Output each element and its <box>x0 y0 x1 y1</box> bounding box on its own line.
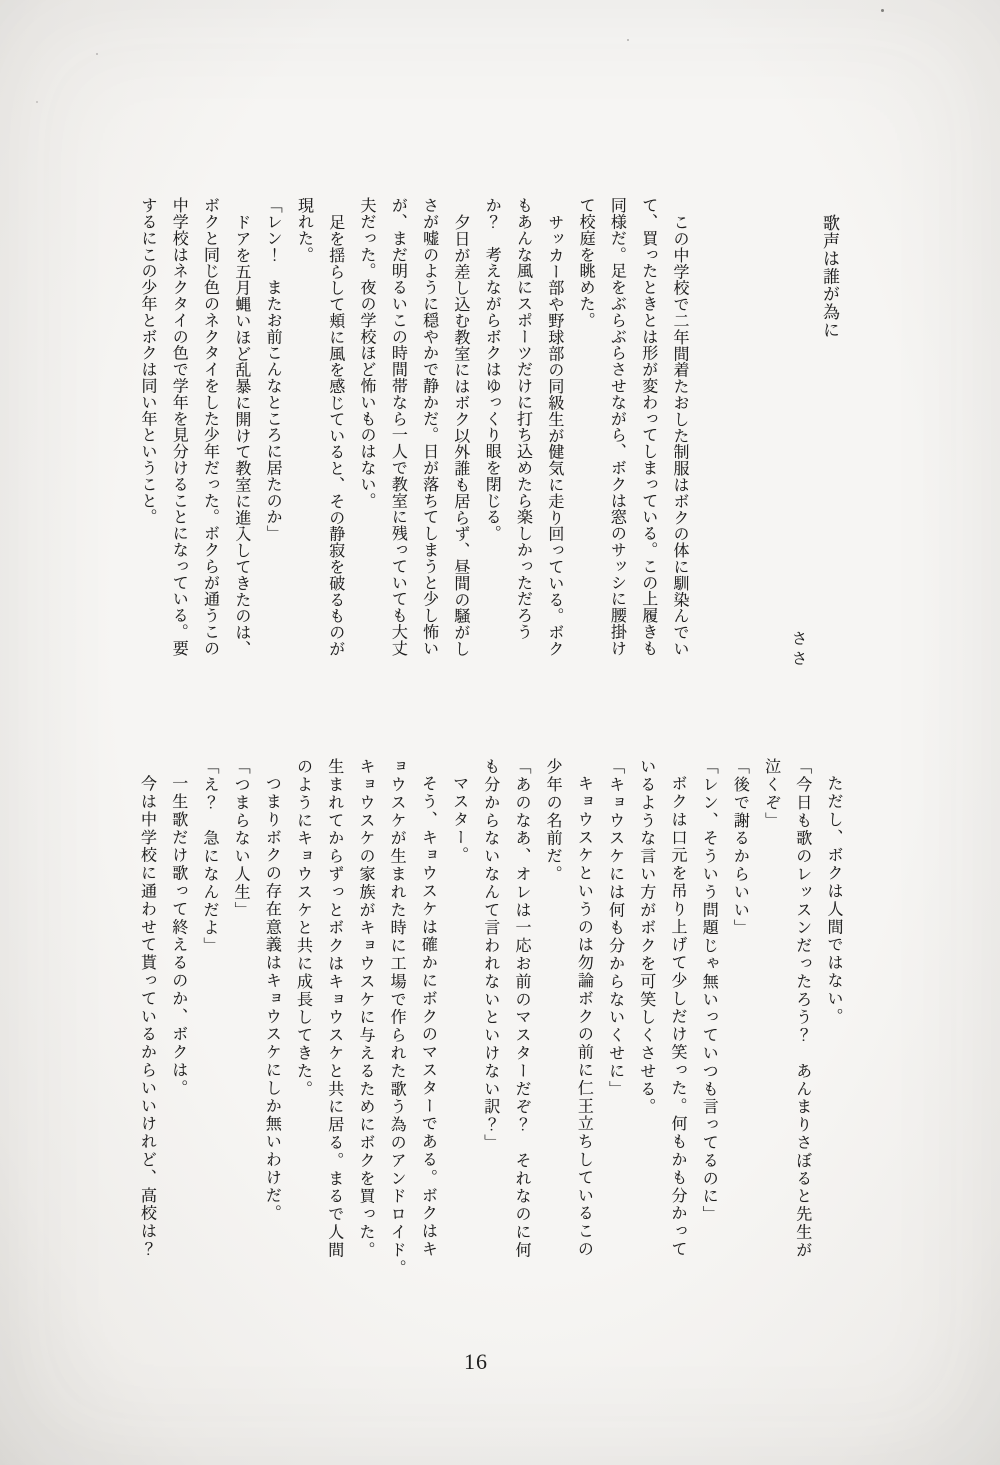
text-line: 夕日が差し込む教室にはボク以外誰も居らず、昼間の騒がし <box>451 213 469 657</box>
text-line: 少年の名前だ。 <box>544 758 562 884</box>
text-line: て校庭を眺めた。 <box>577 197 595 329</box>
text-line: 足を揺らして頬に風を感じていると、その静寂を破るものが <box>326 213 344 657</box>
text-line: するにこの少年とボクは同い年ということ。 <box>138 197 156 525</box>
text-line: サッカー部や野球部の同級生が健気に走り回っている。ボク <box>545 213 563 657</box>
text-line: さが嘘のように穏やかで静かだ。日が落ちてしまうと少し怖い <box>420 197 438 657</box>
scan-speck <box>36 101 38 103</box>
author-name: ささ <box>789 630 806 670</box>
text-line: ドアを五月蝿いほど乱暴に開けて教室に進入してきたのは、 <box>232 213 250 657</box>
text-line: 一生歌だけ歌って終えるのか、ボクは。 <box>169 774 187 1097</box>
text-line: 夫だった。夜の学校ほど怖いものはない。 <box>358 197 376 509</box>
text-line: も分からないなんて言われないといけない訳？」 <box>481 758 499 1152</box>
text-line: いるような言い方がボクを可笑しくさせる。 <box>637 758 655 1116</box>
story-title: 歌声は誰が為に <box>820 214 839 339</box>
text-line: もあんな風にスポーツだけに打ち込めたら楽しかっただろう <box>514 197 532 640</box>
text-line: キョウスケの家族がキョウスケに与えるためにボクを買った。 <box>356 758 374 1260</box>
band1-prose <box>132 197 695 659</box>
text-line: 「キョウスケには何も分からないくせに」 <box>606 758 624 1099</box>
text-line: ボクと同じ色のネクタイをした少年だった。ボクらが通うこの <box>201 197 219 657</box>
scan-speck <box>627 39 629 41</box>
text-line: 同様だ。足をぶらぶらさせながら、ボクは窓のサッシに腰掛け <box>608 197 626 657</box>
text-line: て、買ったときとは形が変わってしまっている。この上履きも <box>639 197 657 657</box>
scan-speck <box>96 53 98 55</box>
text-line: この中学校で二年間着たおした制服はボクの体に馴染んでい <box>671 213 688 657</box>
text-line: のようにキョウスケと共に成長してきた。 <box>294 758 312 1099</box>
text-line: が、まだ明るいこの時間帯なら一人で教室に残っていても大丈 <box>389 197 407 657</box>
text-line: か？ 考えながらボクはゆっくり眼を閉じる。 <box>483 197 501 542</box>
text-line: ただし、ボクは人間ではない。 <box>825 774 842 1026</box>
text-line: マスター。 <box>450 774 468 865</box>
text-line: キョウスケというのは勿論ボクの前に仁王立ちしているこの <box>575 774 593 1259</box>
text-line: 「レン！ またお前こんなところに居たのか」 <box>264 197 282 542</box>
text-line: 「つまらない人生」 <box>232 758 250 920</box>
scan-speck <box>881 9 884 12</box>
text-line: 生まれてからずっとボクはキョウスケと共に居る。まるで人間 <box>325 758 343 1260</box>
text-line: ョウスケが生まれた時に工場で作られた歌う為のアンドロイド。 <box>388 758 406 1278</box>
band2-prose <box>131 758 849 1281</box>
text-line: つまりボクの存在意義はキョウスケにしか無いわけだ。 <box>263 774 281 1223</box>
text-line: 「あのなあ、オレは一応お前のマスターだぞ？ それなのに何 <box>512 758 530 1260</box>
text-line: 現れた。 <box>295 197 313 263</box>
text-line: 「レン、そういう問題じゃ無いっていつも言ってるのに」 <box>700 758 718 1224</box>
text-line: 泣くぞ」 <box>762 758 780 830</box>
text-line: 今は中学校に通わせて貰っているからいいけれど、高校は？ <box>138 774 156 1259</box>
text-line: 「え？ 急になんだよ」 <box>200 758 218 955</box>
text-line: ボクは口元を吊り上げて少しだけ笑った。何もかも分かって <box>668 774 686 1259</box>
page-number: 16 <box>464 1349 488 1374</box>
text-line: そう、キョウスケは確かにボクのマスターである。ボクはキ <box>419 774 437 1259</box>
text-line: 「今日も歌のレッスンだったろう？ あんまりさぼると先生が <box>793 758 811 1260</box>
text-line: 中学校はネクタイの色で学年を見分けることになっている。要 <box>170 197 188 657</box>
text-line: 「後で謝るからいい」 <box>731 758 749 937</box>
